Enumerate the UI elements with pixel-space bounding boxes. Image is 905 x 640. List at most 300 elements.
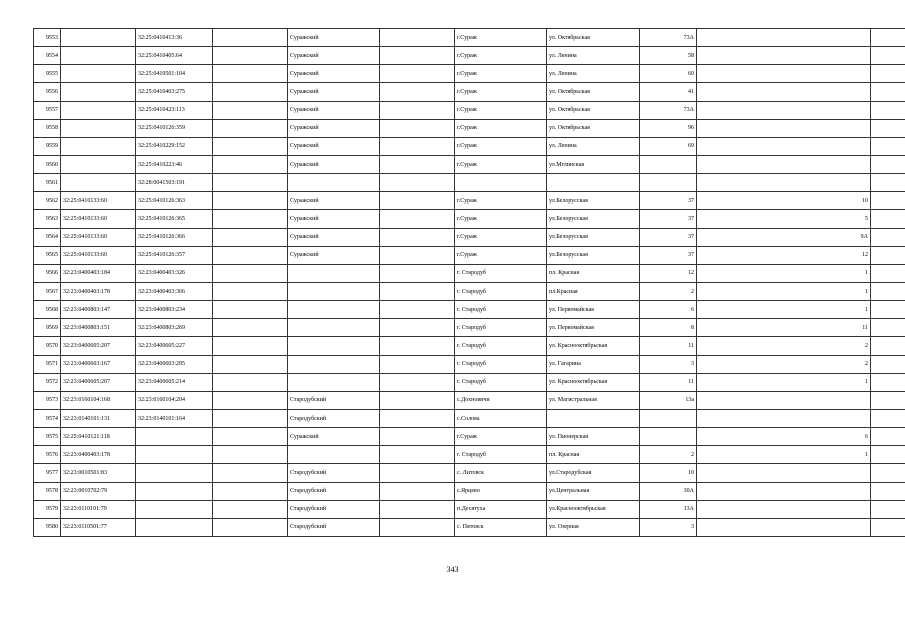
empty-cell (380, 47, 455, 65)
empty-cell (213, 301, 288, 319)
apartment-number-cell (697, 83, 871, 101)
empty-cell (380, 264, 455, 282)
empty-cell (380, 83, 455, 101)
empty-cell (380, 101, 455, 119)
settlement-cell: г.Сураж (455, 119, 547, 137)
cadastral-number-cell (61, 174, 136, 192)
empty-cell (380, 355, 455, 373)
empty-cell (213, 446, 288, 464)
row-number-cell: 9569 (34, 319, 61, 337)
empty-cell (213, 264, 288, 282)
settlement-cell: с. Литовск (455, 464, 547, 482)
empty-cell (380, 319, 455, 337)
settlement-cell: г.Сураж (455, 29, 547, 47)
cadastral-number-cell: 32:25:0410133:60 (61, 192, 136, 210)
apartment-number-cell: 1 (697, 301, 871, 319)
cadastral-number-cell: 32:23:0140101:131 (61, 409, 136, 427)
district-cell: Стародубский (288, 518, 380, 536)
empty-cell (380, 174, 455, 192)
row-number-cell: 9572 (34, 373, 61, 391)
row-number-cell: 9556 (34, 83, 61, 101)
table-row (34, 282, 905, 300)
street-cell: ул. Магистральная (547, 391, 640, 409)
table-row (34, 464, 905, 482)
district-cell: Суражский (288, 137, 380, 155)
empty-cell (871, 47, 905, 65)
row-number-cell: 9554 (34, 47, 61, 65)
table-row (34, 500, 905, 518)
row-number-cell: 9563 (34, 210, 61, 228)
cadastral-number-2-cell: 32:23:0160104:204 (136, 391, 213, 409)
apartment-number-cell (697, 65, 871, 83)
street-cell: ул.Белорусская (547, 246, 640, 264)
empty-cell (213, 192, 288, 210)
cadastral-number-cell: 32:23:0110101:79 (61, 500, 136, 518)
house-number-cell: 3 (640, 518, 697, 536)
table-row (34, 228, 905, 246)
house-number-cell: 73А (640, 101, 697, 119)
empty-cell (380, 482, 455, 500)
table-row (34, 119, 905, 137)
empty-cell (380, 301, 455, 319)
empty-cell (213, 210, 288, 228)
cadastral-number-2-cell: 32:25:0410403:275 (136, 83, 213, 101)
house-number-cell: 96 (640, 119, 697, 137)
empty-cell (213, 119, 288, 137)
street-cell: ул. Пионерская (547, 428, 640, 446)
cadastral-number-2-cell: 32:23:0400605:214 (136, 373, 213, 391)
settlement-cell: г.Сураж (455, 210, 547, 228)
empty-cell (871, 409, 905, 427)
apartment-number-cell (697, 482, 871, 500)
cadastral-number-2-cell (136, 482, 213, 500)
district-cell: Стародубский (288, 391, 380, 409)
row-number-cell: 9578 (34, 482, 61, 500)
empty-cell (871, 518, 905, 536)
house-number-cell: 30А (640, 482, 697, 500)
table-row (34, 391, 905, 409)
table-row (34, 101, 905, 119)
empty-cell (213, 409, 288, 427)
empty-cell (213, 500, 288, 518)
empty-cell (213, 464, 288, 482)
settlement-cell: г.Сураж (455, 47, 547, 65)
cadastral-number-cell: 32:25:0410133:60 (61, 228, 136, 246)
apartment-number-cell: 11 (697, 319, 871, 337)
empty-cell (380, 428, 455, 446)
cadastral-number-cell: 32:23:0400803:147 (61, 301, 136, 319)
street-cell: ул.Центральная (547, 482, 640, 500)
empty-cell (871, 29, 905, 47)
row-number-cell: 9575 (34, 428, 61, 446)
row-number-cell: 9559 (34, 137, 61, 155)
settlement-cell: г.Сураж (455, 65, 547, 83)
street-cell: ул. Озерная (547, 518, 640, 536)
settlement-cell: г. Стародуб (455, 319, 547, 337)
cadastral-number-2-cell: 32:25:0410126:363 (136, 192, 213, 210)
empty-cell (213, 29, 288, 47)
registry-table (33, 28, 905, 537)
street-cell: пл.Красная (547, 282, 640, 300)
district-cell: Суражский (288, 210, 380, 228)
row-number-cell: 9555 (34, 65, 61, 83)
district-cell: Суражский (288, 65, 380, 83)
street-cell: ул.Краснооктябрьская (547, 500, 640, 518)
house-number-cell (640, 174, 697, 192)
empty-cell (213, 373, 288, 391)
house-number-cell: 13А (640, 500, 697, 518)
empty-cell (380, 228, 455, 246)
apartment-number-cell: 1 (697, 373, 871, 391)
cadastral-number-cell: 32:23:0400605:207 (61, 373, 136, 391)
street-cell: ул. Краснооктябрьская (547, 373, 640, 391)
empty-cell (213, 482, 288, 500)
empty-cell (871, 119, 905, 137)
house-number-cell: 73А (640, 29, 697, 47)
empty-cell (213, 101, 288, 119)
row-number-cell: 9580 (34, 518, 61, 536)
settlement-cell: г. Стародуб (455, 446, 547, 464)
apartment-number-cell: 6 (697, 428, 871, 446)
house-number-cell (640, 428, 697, 446)
district-cell: Стародубский (288, 500, 380, 518)
cadastral-number-cell: 32:23:0400605:207 (61, 337, 136, 355)
empty-cell (380, 246, 455, 264)
empty-cell (380, 464, 455, 482)
settlement-cell: п.Десятуха (455, 500, 547, 518)
settlement-cell: г. Стародуб (455, 355, 547, 373)
cadastral-number-2-cell: 32:25:0410223:46 (136, 155, 213, 173)
apartment-number-cell: 10 (697, 192, 871, 210)
settlement-cell: г. Стародуб (455, 301, 547, 319)
table-row (34, 47, 905, 65)
empty-cell (213, 428, 288, 446)
street-cell: ул.Белорусская (547, 210, 640, 228)
house-number-cell: 37 (640, 228, 697, 246)
street-cell: ул. Октябрьская (547, 101, 640, 119)
cadastral-number-cell: 32:25:0410133:60 (61, 210, 136, 228)
apartment-number-cell: 2 (697, 337, 871, 355)
row-number-cell: 9567 (34, 282, 61, 300)
cadastral-number-2-cell: 32:25:0410126:359 (136, 119, 213, 137)
district-cell (288, 373, 380, 391)
settlement-cell: г.Сураж (455, 137, 547, 155)
empty-cell (213, 282, 288, 300)
district-cell (288, 319, 380, 337)
table-row (34, 373, 905, 391)
empty-cell (213, 228, 288, 246)
empty-cell (380, 65, 455, 83)
house-number-cell (640, 155, 697, 173)
row-number-cell: 9566 (34, 264, 61, 282)
apartment-number-cell: 1 (697, 282, 871, 300)
cadastral-number-cell (61, 119, 136, 137)
apartment-number-cell: 9А (697, 228, 871, 246)
empty-cell (380, 192, 455, 210)
district-cell: Стародубский (288, 464, 380, 482)
house-number-cell: 11 (640, 337, 697, 355)
table-row (34, 446, 905, 464)
house-number-cell: 60 (640, 65, 697, 83)
district-cell (288, 337, 380, 355)
street-cell: ул.Белорусская (547, 228, 640, 246)
district-cell: Суражский (288, 29, 380, 47)
table-row (34, 29, 905, 47)
apartment-number-cell (697, 518, 871, 536)
table-row (34, 301, 905, 319)
empty-cell (871, 246, 905, 264)
empty-cell (871, 101, 905, 119)
row-number-cell: 9579 (34, 500, 61, 518)
street-cell: ул. Октябрьская (547, 119, 640, 137)
empty-cell (871, 446, 905, 464)
empty-cell (213, 391, 288, 409)
apartment-number-cell (697, 500, 871, 518)
cadastral-number-cell (61, 83, 136, 101)
table-row (34, 65, 905, 83)
empty-cell (380, 210, 455, 228)
cadastral-number-cell: 32:23:0400403:178 (61, 282, 136, 300)
house-number-cell: 13а (640, 391, 697, 409)
house-number-cell: 12 (640, 264, 697, 282)
empty-cell (380, 137, 455, 155)
empty-cell (871, 65, 905, 83)
cadastral-number-2-cell: 32:23:0400603:295 (136, 355, 213, 373)
settlement-cell: г.Сураж (455, 228, 547, 246)
empty-cell (213, 337, 288, 355)
row-number-cell: 9571 (34, 355, 61, 373)
cadastral-number-cell (61, 65, 136, 83)
empty-cell (871, 264, 905, 282)
apartment-number-cell: 1 (697, 264, 871, 282)
table-row (34, 337, 905, 355)
house-number-cell: 8 (640, 319, 697, 337)
apartment-number-cell (697, 119, 871, 137)
cadastral-number-cell: 32:23:0400603:167 (61, 355, 136, 373)
settlement-cell (455, 174, 547, 192)
apartment-number-cell (697, 137, 871, 155)
street-cell: ул. Октябрьская (547, 83, 640, 101)
cadastral-number-2-cell: 32:23:0400803:269 (136, 319, 213, 337)
empty-cell (380, 282, 455, 300)
table-row (34, 428, 905, 446)
settlement-cell: г.Сураж (455, 428, 547, 446)
cadastral-number-cell: 32:23:0010501:83 (61, 464, 136, 482)
street-cell: ул. Первомайская (547, 319, 640, 337)
street-cell (547, 409, 640, 427)
district-cell (288, 264, 380, 282)
district-cell: Суражский (288, 246, 380, 264)
cadastral-number-2-cell: 32:23:0400803:234 (136, 301, 213, 319)
cadastral-number-2-cell: 32:23:0400403:366 (136, 282, 213, 300)
cadastral-number-2-cell (136, 446, 213, 464)
row-number-cell: 9564 (34, 228, 61, 246)
district-cell: Суражский (288, 119, 380, 137)
row-number-cell: 9576 (34, 446, 61, 464)
house-number-cell: 10 (640, 464, 697, 482)
apartment-number-cell: 5 (697, 210, 871, 228)
street-cell: ул. Первомайская (547, 301, 640, 319)
house-number-cell: 69 (640, 137, 697, 155)
empty-cell (213, 518, 288, 536)
house-number-cell: 2 (640, 282, 697, 300)
apartment-number-cell (697, 47, 871, 65)
empty-cell (213, 47, 288, 65)
house-number-cell: 3 (640, 355, 697, 373)
empty-cell (380, 391, 455, 409)
cadastral-number-2-cell: 32:23:0140101:164 (136, 409, 213, 427)
empty-cell (871, 282, 905, 300)
cadastral-number-2-cell (136, 500, 213, 518)
row-number-cell: 9568 (34, 301, 61, 319)
empty-cell (871, 192, 905, 210)
empty-cell (871, 155, 905, 173)
apartment-number-cell (697, 101, 871, 119)
cadastral-number-cell (61, 29, 136, 47)
district-cell (288, 446, 380, 464)
settlement-cell: г. Стародуб (455, 264, 547, 282)
empty-cell (871, 137, 905, 155)
empty-cell (871, 373, 905, 391)
empty-cell (213, 174, 288, 192)
district-cell: Стародубский (288, 482, 380, 500)
table-row (34, 210, 905, 228)
row-number-cell: 9577 (34, 464, 61, 482)
cadastral-number-cell: 32:23:0110501:77 (61, 518, 136, 536)
cadastral-number-cell: 32:25:0410133:60 (61, 246, 136, 264)
street-cell: ул. Ленина (547, 65, 640, 83)
empty-cell (213, 319, 288, 337)
street-cell: ул. Гагарина (547, 355, 640, 373)
row-number-cell: 9565 (34, 246, 61, 264)
empty-cell (871, 301, 905, 319)
row-number-cell: 9574 (34, 409, 61, 427)
empty-cell (871, 428, 905, 446)
empty-cell (213, 65, 288, 83)
empty-cell (871, 174, 905, 192)
empty-cell (871, 464, 905, 482)
settlement-cell: г.Сураж (455, 192, 547, 210)
table-row (34, 518, 905, 536)
apartment-number-cell: 1 (697, 446, 871, 464)
empty-cell (871, 210, 905, 228)
cadastral-number-cell: 32:23:0160104:168 (61, 391, 136, 409)
table-row (34, 137, 905, 155)
apartment-number-cell (697, 174, 871, 192)
empty-cell (213, 246, 288, 264)
street-cell: ул. Ленина (547, 137, 640, 155)
empty-cell (871, 83, 905, 101)
house-number-cell: 6 (640, 301, 697, 319)
settlement-cell: г. Стародуб (455, 373, 547, 391)
street-cell: ул. Ленина (547, 47, 640, 65)
empty-cell (380, 446, 455, 464)
apartment-number-cell: 12 (697, 246, 871, 264)
empty-cell (213, 155, 288, 173)
cadastral-number-2-cell: 32:25:0410126:357 (136, 246, 213, 264)
empty-cell (380, 518, 455, 536)
settlement-cell: с. Пятовск (455, 518, 547, 536)
house-number-cell: 58 (640, 47, 697, 65)
table-row (34, 155, 905, 173)
table-row (34, 482, 905, 500)
street-cell: пл. Красная (547, 446, 640, 464)
empty-cell (380, 29, 455, 47)
cadastral-number-cell: 32:25:0410121:118 (61, 428, 136, 446)
row-number-cell: 9558 (34, 119, 61, 137)
district-cell (288, 301, 380, 319)
cadastral-number-cell (61, 47, 136, 65)
table-row (34, 409, 905, 427)
cadastral-number-2-cell: 32:25:0410423:113 (136, 101, 213, 119)
cadastral-number-2-cell: 32:25:0410229:152 (136, 137, 213, 155)
empty-cell (871, 228, 905, 246)
settlement-cell: г. Стародуб (455, 337, 547, 355)
cadastral-number-cell (61, 101, 136, 119)
cadastral-number-2-cell: 32:25:0410405:64 (136, 47, 213, 65)
empty-cell (213, 83, 288, 101)
cadastral-number-cell: 32:23:0010702:79 (61, 482, 136, 500)
street-cell: ул.Белорусская (547, 192, 640, 210)
settlement-cell: г.Сураж (455, 155, 547, 173)
empty-cell (871, 482, 905, 500)
table-row (34, 355, 905, 373)
street-cell: ул. Краснооктябрьская (547, 337, 640, 355)
table-row (34, 83, 905, 101)
district-cell: Суражский (288, 155, 380, 173)
district-cell: Суражский (288, 83, 380, 101)
cadastral-number-2-cell (136, 428, 213, 446)
empty-cell (871, 500, 905, 518)
house-number-cell: 41 (640, 83, 697, 101)
cadastral-number-2-cell: 32:23:0400403:326 (136, 264, 213, 282)
empty-cell (871, 391, 905, 409)
cadastral-number-cell (61, 155, 136, 173)
table-row (34, 192, 905, 210)
cadastral-number-2-cell: 32:25:0410126:366 (136, 228, 213, 246)
street-cell (547, 174, 640, 192)
district-cell: Суражский (288, 101, 380, 119)
empty-cell (380, 119, 455, 137)
cadastral-number-2-cell: 32:25:0410413:36 (136, 29, 213, 47)
cadastral-number-cell: 32:23:0400403:178 (61, 446, 136, 464)
settlement-cell: с.Ярцево (455, 482, 547, 500)
table-row (34, 319, 905, 337)
street-cell: пл. Красная (547, 264, 640, 282)
settlement-cell: г.Сураж (455, 101, 547, 119)
table-row (34, 264, 905, 282)
apartment-number-cell (697, 464, 871, 482)
street-cell: ул. Октябрьская (547, 29, 640, 47)
street-cell: ул.Мглинская (547, 155, 640, 173)
apartment-number-cell (697, 391, 871, 409)
district-cell: Стародубский (288, 409, 380, 427)
settlement-cell: г. Стародуб (455, 282, 547, 300)
cadastral-number-2-cell (136, 518, 213, 536)
row-number-cell: 9560 (34, 155, 61, 173)
table-row (34, 174, 905, 192)
row-number-cell: 9570 (34, 337, 61, 355)
cadastral-number-cell: 32:23:0400803:151 (61, 319, 136, 337)
row-number-cell: 9557 (34, 101, 61, 119)
house-number-cell: 37 (640, 192, 697, 210)
empty-cell (213, 137, 288, 155)
empty-cell (380, 155, 455, 173)
house-number-cell: 2 (640, 446, 697, 464)
empty-cell (871, 319, 905, 337)
street-cell: ул.Стародубская (547, 464, 640, 482)
district-cell (288, 174, 380, 192)
